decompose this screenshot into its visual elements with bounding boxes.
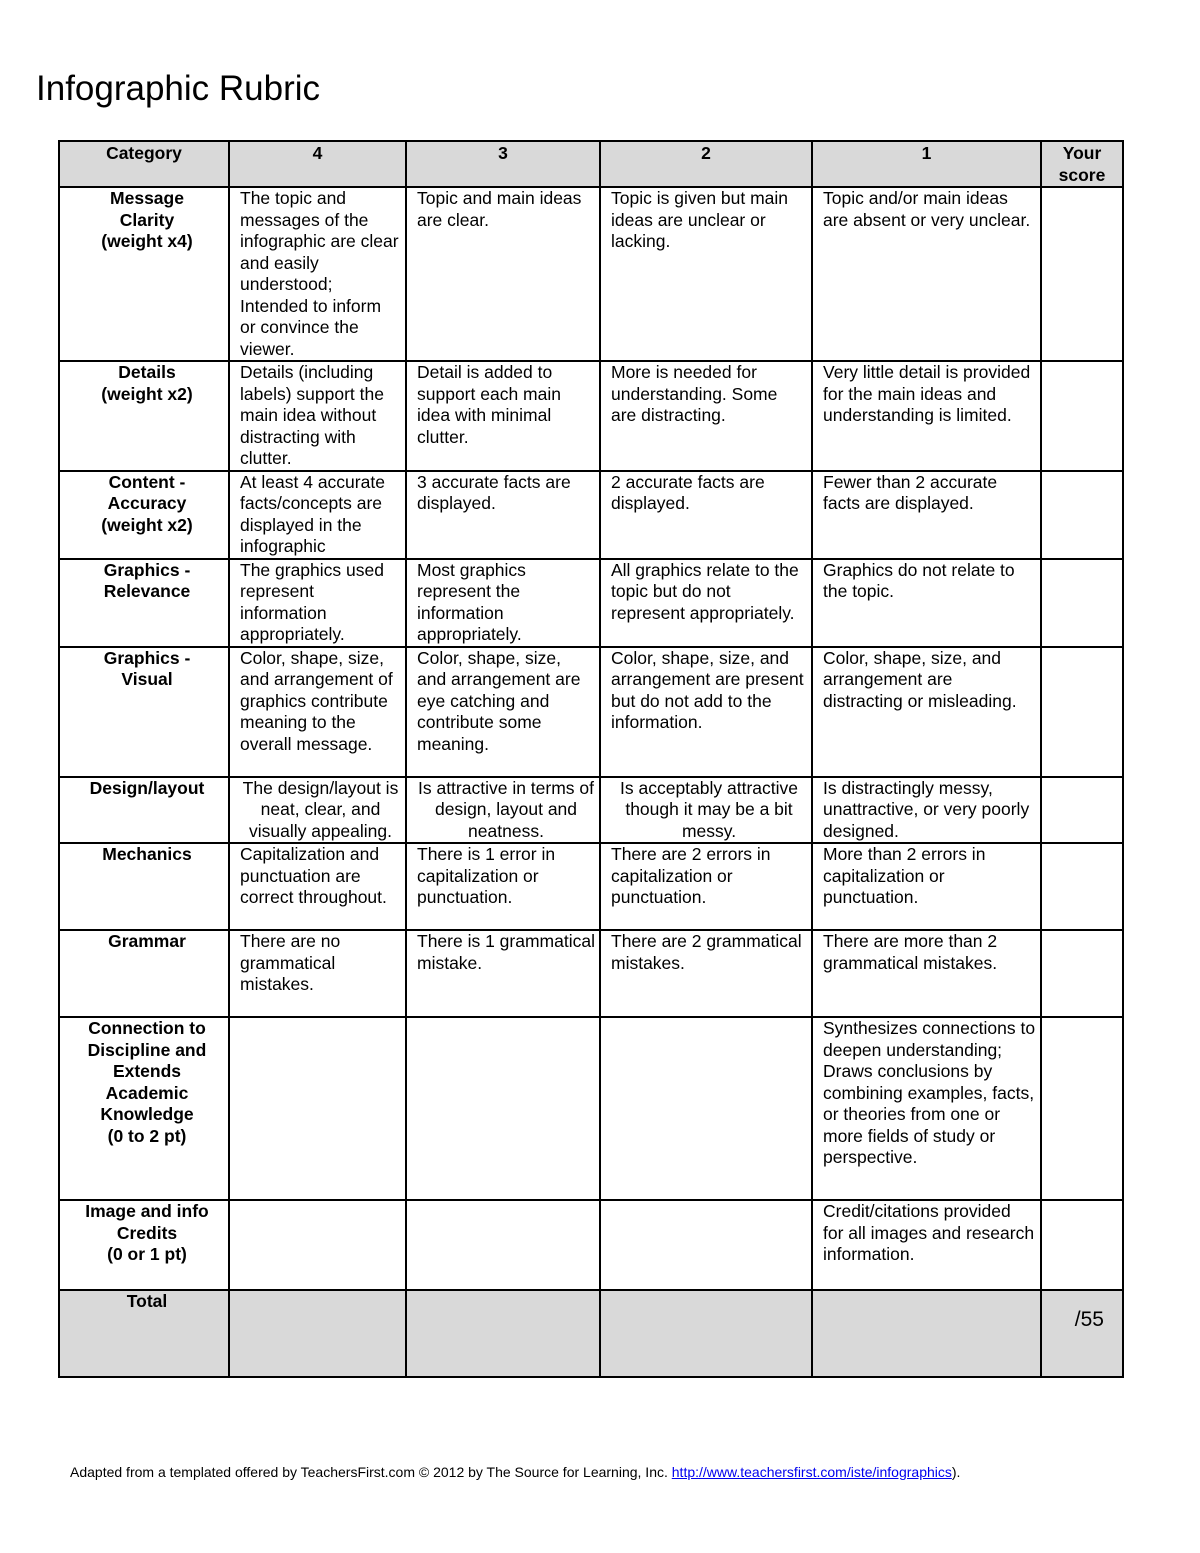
- category-label: (0 or 1 pt): [107, 1244, 187, 1264]
- category-cell: [59, 843, 229, 930]
- rubric-row: [59, 930, 1123, 1017]
- category-label: Image and info: [85, 1201, 209, 1221]
- rubric-row: [59, 187, 1123, 361]
- category-label: (weight x2): [101, 514, 193, 535]
- category-label: Design/layout: [89, 777, 205, 798]
- criteria-cell-4: Color, shape, size, and arrangement of graphics contribute meaning to the overall message.: [229, 647, 406, 777]
- category-label: Extends: [112, 1061, 182, 1081]
- criteria-cell-1: Color, shape, size, and arrangement are distracting or misleading.: [812, 647, 1041, 777]
- category-label: (weight x4): [101, 231, 193, 251]
- your-score-cell[interactable]: [1041, 843, 1123, 930]
- criteria-cell-2: Topic is given but main ideas are unclear or lacking.: [600, 187, 812, 361]
- category-label: Connection to: [88, 1018, 206, 1038]
- category-label: Relevance: [103, 581, 191, 601]
- footer-text: Adapted from a templated offered by TeachersFirst.com © 2012 by The Source for Learning, Inc.: [70, 1464, 672, 1480]
- criteria-cell-1: More than 2 errors in capitalization or punctuation.: [812, 843, 1041, 930]
- page-title: Infographic Rubric: [36, 69, 321, 108]
- criteria-cell-4: There are no grammatical mistakes.: [229, 930, 406, 1017]
- criteria-cell-2: Is acceptably attractive though it may be a bit messy.: [600, 777, 812, 844]
- criteria-cell-1: Very little detail is provided for the main ideas and understanding is limited.: [812, 361, 1041, 471]
- criteria-cell-3: Most graphics represent the information appropriately.: [406, 559, 600, 647]
- header-your-score-line2: score: [1058, 164, 1106, 185]
- category-cell: [59, 187, 229, 361]
- criteria-cell-1: Synthesizes connections to deepen understanding; Draws conclusions by combining examples, facts, or theories from one or more fields of study or perspective.: [812, 1017, 1041, 1200]
- category-cell: [59, 559, 229, 647]
- total-cell-3: [406, 1290, 600, 1377]
- category-label: Accuracy: [107, 493, 187, 513]
- category-cell: [59, 1017, 229, 1200]
- criteria-cell-3: [406, 1200, 600, 1290]
- rubric-row: [59, 843, 1123, 930]
- category-label: Message: [110, 188, 184, 208]
- criteria-cell-3: There is 1 grammatical mistake.: [406, 930, 600, 1017]
- your-score-cell[interactable]: [1041, 1017, 1123, 1200]
- your-score-cell[interactable]: [1041, 930, 1123, 1017]
- header-row: [59, 141, 1123, 187]
- criteria-cell-3: Is attractive in terms of design, layout and neatness.: [406, 777, 600, 844]
- rubric-row: [59, 1017, 1123, 1200]
- header-your-score: [1041, 141, 1123, 187]
- criteria-cell-3: Color, shape, size, and arrangement are eye catching and contribute some meaning.: [406, 647, 600, 777]
- category-cell: [59, 471, 229, 559]
- criteria-cell-3: Topic and main ideas are clear.: [406, 187, 600, 361]
- criteria-cell-4: Capitalization and punctuation are correct throughout.: [229, 843, 406, 930]
- criteria-cell-4: [229, 1200, 406, 1290]
- category-label: Graphics -: [103, 559, 191, 580]
- criteria-cell-2: [600, 1200, 812, 1290]
- category-label: Graphics -: [103, 647, 191, 668]
- header-score-3: 3: [406, 141, 600, 187]
- criteria-cell-1: Graphics do not relate to the topic.: [812, 559, 1041, 647]
- criteria-cell-4: [229, 1017, 406, 1200]
- category-cell: [59, 361, 229, 471]
- your-score-cell[interactable]: [1041, 559, 1123, 647]
- criteria-cell-4: At least 4 accurate facts/concepts are displayed in the infographic: [229, 471, 406, 559]
- criteria-cell-2: There are 2 grammatical mistakes.: [600, 930, 812, 1017]
- rubric-row: [59, 361, 1123, 471]
- your-score-cell[interactable]: [1041, 471, 1123, 559]
- your-score-cell[interactable]: [1041, 361, 1123, 471]
- category-cell: [59, 1200, 229, 1290]
- category-label: Visual: [121, 669, 173, 689]
- rubric-table: [58, 140, 1124, 1378]
- criteria-cell-4: The design/layout is neat, clear, and visually appealing.: [229, 777, 406, 844]
- total-label: [59, 1290, 229, 1377]
- criteria-cell-4: The graphics used represent information appropriately.: [229, 559, 406, 647]
- your-score-cell[interactable]: [1041, 777, 1123, 844]
- footer-link[interactable]: http://www.teachersfirst.com/iste/infographics: [671, 1464, 952, 1480]
- category-label: Academic: [105, 1082, 189, 1103]
- category-label: Mechanics: [102, 844, 192, 864]
- category-label: Grammar: [108, 931, 186, 951]
- criteria-cell-2: 2 accurate facts are displayed.: [600, 471, 812, 559]
- total-score-cell[interactable]: [1041, 1290, 1123, 1377]
- criteria-cell-4: Details (including labels) support the main idea without distracting with clutter.: [229, 361, 406, 471]
- rubric-row: [59, 471, 1123, 559]
- criteria-cell-3: Detail is added to support each main idea with minimal clutter.: [406, 361, 600, 471]
- footer-tail: ).: [951, 1464, 961, 1480]
- total-row: [59, 1290, 1123, 1377]
- rubric-body: [59, 187, 1123, 1290]
- total-label-text: Total: [126, 1291, 168, 1311]
- criteria-cell-1: Fewer than 2 accurate facts are displayed.: [812, 471, 1041, 559]
- header-score-2: 2: [600, 141, 812, 187]
- criteria-cell-4: The topic and messages of the infographic are clear and easily understood; Intended to inform or convince the viewer.: [229, 187, 406, 361]
- rubric-row: [59, 777, 1123, 844]
- category-label: (0 to 2 pt): [107, 1125, 187, 1146]
- criteria-cell-1: Credit/citations provided for all images and research information.: [812, 1200, 1041, 1290]
- rubric-row: [59, 647, 1123, 777]
- criteria-cell-3: 3 accurate facts are displayed.: [406, 471, 600, 559]
- criteria-cell-2: There are 2 errors in capitalization or punctuation.: [600, 843, 812, 930]
- criteria-cell-1: Topic and/or main ideas are absent or very unclear.: [812, 187, 1041, 361]
- total-cell-1: [812, 1290, 1041, 1377]
- criteria-cell-1: Is distractingly messy, unattractive, or very poorly designed.: [812, 777, 1041, 844]
- header-score-1: 1: [812, 141, 1041, 187]
- rubric-row: [59, 559, 1123, 647]
- category-label: Details: [118, 362, 176, 382]
- rubric-row: [59, 1200, 1123, 1290]
- category-label: Content -: [108, 471, 186, 492]
- total-cell-2: [600, 1290, 812, 1377]
- total-score: /55: [1074, 1308, 1104, 1331]
- category-label: (weight x2): [101, 383, 193, 404]
- category-label: Credits: [116, 1222, 178, 1243]
- category-cell: [59, 777, 229, 844]
- category-label: Knowledge: [100, 1104, 194, 1124]
- criteria-cell-2: [600, 1017, 812, 1200]
- criteria-cell-1: There are more than 2 grammatical mistakes.: [812, 930, 1041, 1017]
- criteria-cell-3: [406, 1017, 600, 1200]
- your-score-cell[interactable]: [1041, 647, 1123, 777]
- category-label: Discipline and: [87, 1039, 207, 1060]
- footer-credit: [70, 1464, 960, 1480]
- category-label: Clarity: [119, 209, 175, 230]
- criteria-cell-2: All graphics relate to the topic but do not represent appropriately.: [600, 559, 812, 647]
- your-score-cell[interactable]: [1041, 187, 1123, 361]
- header-category: Category: [59, 141, 229, 187]
- criteria-cell-2: More is needed for understanding. Some are distracting.: [600, 361, 812, 471]
- your-score-cell[interactable]: [1041, 1200, 1123, 1290]
- header-your-score-line1: Your: [1062, 143, 1102, 163]
- header-score-4: 4: [229, 141, 406, 187]
- total-cell-4: [229, 1290, 406, 1377]
- criteria-cell-3: There is 1 error in capitalization or punctuation.: [406, 843, 600, 930]
- category-cell: [59, 930, 229, 1017]
- criteria-cell-2: Color, shape, size, and arrangement are present but do not add to the information.: [600, 647, 812, 777]
- category-cell: [59, 647, 229, 777]
